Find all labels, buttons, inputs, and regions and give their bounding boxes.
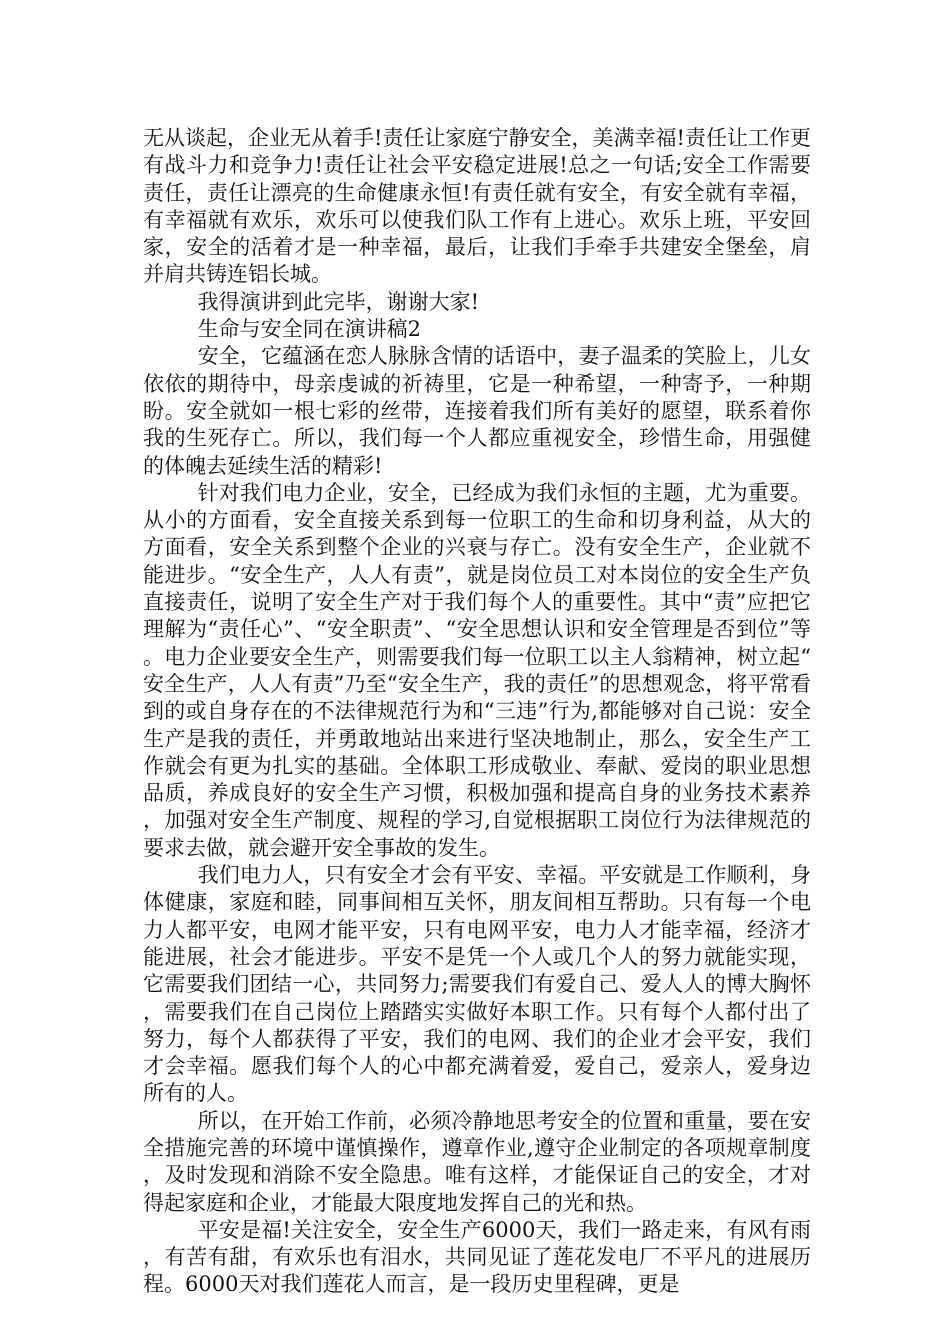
paragraph-before-work: 所以，在开始工作前，必须冷静地思考安全的位置和重量，要在安全措施完善的环境中谨慎操作，遵章作业,遵守企业制定的各项规章制度，及时发现和消除不安全隐患。唯有这样，才能保证自己的安全，才对得起家庭和企业，才能最大限度地发挥自己的光和热。 — [143, 1108, 811, 1215]
paragraph-electricity-people: 我们电力人，只有安全才会有平安、幸福。平安就是工作顺利，身体健康，家庭和睦，同事间相互关怀，朋友间相互帮助。只有每一个电力人都平安，电网才能平安，只有电网平安，电力人才能幸福，经济才能进展，社会才能进步。平安不是凭一个人或几个人的努力就能实现，它需要我们团结一心，共同努力;需要我们有爱自己、爱人人的博大胸怀，需要我们在自己岗位上踏踏实实做好本职工作。只有每个人都付出了努力，每个人都获得了平安，我们的电网、我们的企业才会平安，我们才会幸福。愿我们每个人的心中都充满着爱，爱自己，爱亲人，爱身边所有的人。 — [143, 863, 811, 1106]
speech-title: 生命与安全同在演讲稿2 — [197, 317, 421, 342]
document-body — [143, 125, 811, 1299]
paragraph-closing-remarks: 无从谈起，企业无从着手!责任让家庭宁静安全，美满幸福!责任让工作更有战斗力和竞争力!责任让社会平安稳定进展!总之一句话;安全工作需要责任，责任让漂亮的生命健康永恒!有责任就有安全，有安全就有幸福，有幸福就有欢乐，欢乐可以使我们队工作有上进心。欢乐上班，平安回家，安全的活着才是一种幸福，最后，让我们手牵手共建安全堡垒，肩并肩共铸连铝长城。 — [143, 126, 811, 287]
paragraph-thanks: 我得演讲到此完毕，谢谢大家! — [197, 289, 480, 314]
paragraph-6000-days: 平安是福!关注安全，安全生产6000天，我们一路走来，有风有雨，有苦有甜，有欢乐也有泪水，共同见证了莲花发电厂不平凡的进展历程。6000天对我们莲花人而言，是一段历史里程碑，更是 — [143, 1217, 811, 1297]
paragraph-safety-intro: 安全，它蕴涵在恋人脉脉含情的话语中，妻子温柔的笑脸上，儿女依依的期待中，母亲虔诚的祈祷里，它是一种希望，一种寄予，一种期盼。安全就如一根七彩的丝带，连接着我们所有美好的愿望，联系着你我的生死存亡。所以，我们每一个人都应重视安全，珍惜生命，用强健的体魄去延续生活的精彩! — [143, 344, 811, 478]
paragraph-power-enterprise: 针对我们电力企业，安全，已经成为我们永恒的主题，尤为重要。从小的方面看，安全直接关系到每一位职工的生命和切身利益，从大的方面看，安全关系到整个企业的兴衰与存亡。没有安全生产，企业就不能进步。“安全生产，人人有责”，就是岗位员工对本岗位的安全生产负直接责任，说明了安全生产对于我们每个人的重要性。其中“责”应把它理解为“责任心”、“安全职责”、“安全思想认识和安全管理是否到位”等。电力企业要安全生产，则需要我们每一位职工以主人翁精神，树立起“安全生产，人人有责”乃至“安全生产，我的责任”的思想观念，将平常看到的或自身存在的不法律规范行为和“三违”行为,都能够对自己说：安全生产是我的责任，并勇敢地站出来进行坚决地制止，那么，安全生产工作就会有更为扎实的基础。全体职工形成敬业、奉献、爱岗的职业思想品质，养成良好的安全生产习惯，积极加强和提高自身的业务技术素养，加强对安全生产制度、规程的学习,自觉根据职工岗位行为法律规范的要求去做，就会避开安全事故的发生。 — [143, 480, 811, 860]
